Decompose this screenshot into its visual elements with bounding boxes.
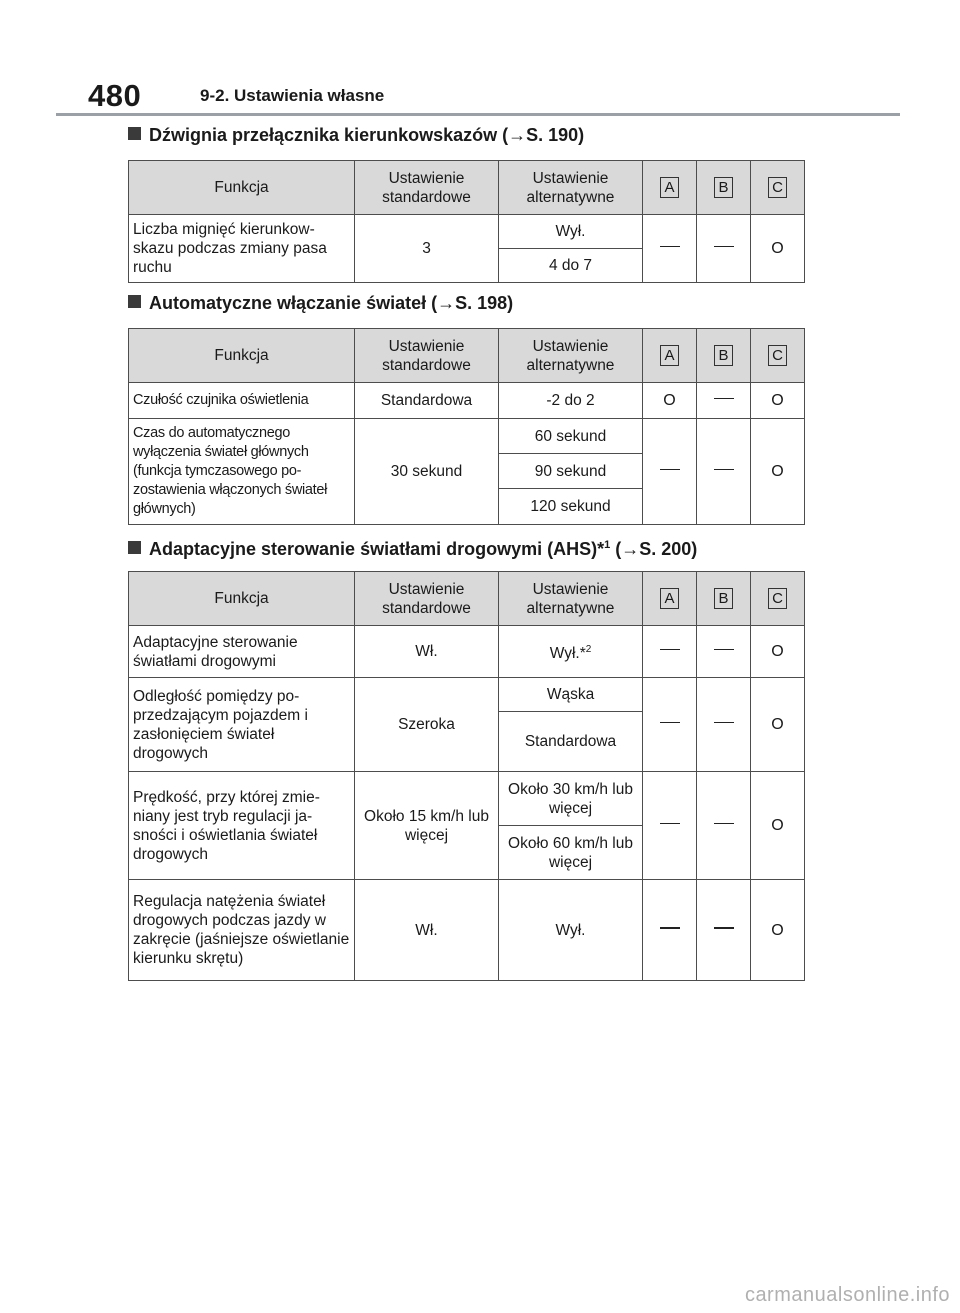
dash-mark — [714, 398, 734, 400]
alternative-cell: 4 do 7 — [499, 249, 643, 283]
table-header-row — [129, 161, 805, 215]
mark-c: O — [751, 772, 805, 880]
table-row — [129, 419, 805, 454]
page-header — [88, 78, 900, 114]
function-cell: Prędkość, przy której zmie-niany jest tryb regulacji ja-sności i oświetlania świateł drogowych — [129, 772, 355, 880]
table-header-row — [129, 329, 805, 383]
mark-b — [697, 678, 751, 772]
col-c — [751, 161, 805, 215]
alternative-cell: Wąska — [499, 678, 643, 712]
footnote-1: 1 — [604, 539, 611, 551]
alternative-cell: Około 30 km/h lub więcej — [499, 772, 643, 826]
header-rule — [56, 113, 900, 116]
mark-b — [697, 383, 751, 419]
mark-c: O — [751, 880, 805, 981]
col-standard: Ustawienie standardowe — [355, 161, 499, 215]
letter-c-box: C — [768, 177, 787, 198]
letter-a-box: A — [660, 588, 679, 609]
mark-a — [643, 678, 697, 772]
square-bullet-icon — [128, 541, 141, 554]
col-c — [751, 572, 805, 626]
mark-b — [697, 772, 751, 880]
mark-a — [643, 626, 697, 678]
letter-c-box: C — [768, 345, 787, 366]
dash-mark — [714, 722, 734, 724]
dash-mark — [660, 823, 680, 825]
alternative-cell: Około 60 km/h lub więcej — [499, 826, 643, 880]
mark-c: O — [751, 383, 805, 419]
table-row — [129, 678, 805, 712]
standard-cell: 3 — [355, 215, 499, 283]
function-cell: Adaptacyjne sterowanie światłami drogowymi — [129, 626, 355, 678]
mark-a — [643, 215, 697, 283]
mark-b — [697, 626, 751, 678]
page-number: 480 — [88, 78, 142, 113]
mark-a — [643, 419, 697, 525]
section-heading-auto-lights: Automatyczne włączanie świateł (→S. 198) — [128, 291, 513, 315]
mark-a: O — [643, 383, 697, 419]
dash-mark — [714, 469, 734, 471]
alternative-cell: -2 do 2 — [499, 383, 643, 419]
letter-b-box: B — [714, 177, 733, 198]
section-heading-ahs: Adaptacyjne sterowanie światłami drogowymi (AHS)*$^1$ (→S. 200) — [128, 533, 697, 561]
footnote-2: 2 — [585, 643, 592, 655]
alternative-cell: Wył. — [499, 880, 643, 981]
dash-mark — [660, 469, 680, 471]
alternative-cell: Wył. — [499, 215, 643, 249]
col-function: Funkcja — [129, 161, 355, 215]
chapter-title: 9-2. Ustawienia własne — [200, 86, 385, 105]
col-alternative: Ustawienie alternatywne — [499, 572, 643, 626]
col-b — [697, 572, 751, 626]
dash-mark — [714, 649, 734, 651]
col-standard: Ustawienie standardowe — [355, 329, 499, 383]
table-row — [129, 626, 805, 678]
ahs-table — [128, 571, 805, 981]
standard-cell: Standardowa — [355, 383, 499, 419]
dash-mark — [714, 927, 734, 929]
function-cell: Czas do automatycznego wyłączenia świateł głównych (funkcja tymczasowego po-zostawienia włączonych świateł głównych) — [129, 419, 355, 525]
col-function: Funkcja — [129, 329, 355, 383]
watermark: carmanualsonline.info — [744, 1284, 950, 1306]
dash-mark — [714, 823, 734, 825]
table-header-row — [129, 572, 805, 626]
col-a — [643, 329, 697, 383]
alternative-cell: 120 sekund — [499, 489, 643, 525]
standard-cell: Około 15 km/h lub więcej — [355, 772, 499, 880]
dash-mark — [660, 649, 680, 651]
alternative-cell: 60 sekund — [499, 419, 643, 454]
standard-cell: 30 sekund — [355, 419, 499, 525]
alternative-cell: Standardowa — [499, 712, 643, 772]
function-cell: Regulacja natężenia świateł drogowych podczas jazdy w zakręcie (jaśniejsze oświetlanie kierunku skrętu) — [129, 880, 355, 981]
letter-a-box: A — [660, 177, 679, 198]
table-row — [129, 772, 805, 826]
mark-a — [643, 880, 697, 981]
mark-c: O — [751, 626, 805, 678]
auto-lights-table — [128, 328, 805, 525]
dash-mark — [660, 722, 680, 724]
letter-b-box: B — [714, 345, 733, 366]
dash-mark — [660, 246, 680, 248]
col-a — [643, 572, 697, 626]
standard-cell: Szeroka — [355, 678, 499, 772]
alternative-cell: 90 sekund — [499, 454, 643, 489]
standard-cell: Wł. — [355, 626, 499, 678]
col-a — [643, 161, 697, 215]
mark-b — [697, 880, 751, 981]
function-cell: Liczba mignięć kierunkow-skazu podczas zmiany pasa ruchu — [129, 215, 355, 283]
mark-c: O — [751, 215, 805, 283]
mark-b — [697, 419, 751, 525]
letter-c-box: C — [768, 588, 787, 609]
col-function: Funkcja — [129, 572, 355, 626]
col-b — [697, 329, 751, 383]
square-bullet-icon — [128, 295, 141, 308]
alternative-cell: Wył.*$^2$ — [499, 626, 643, 678]
table-row — [129, 215, 805, 249]
letter-a-box: A — [660, 345, 679, 366]
letter-b-box: B — [714, 588, 733, 609]
table-row — [129, 383, 805, 419]
standard-cell: Wł. — [355, 880, 499, 981]
function-cell: Czułość czujnika oświetlenia — [129, 383, 355, 419]
table-row — [129, 880, 805, 981]
mark-a — [643, 772, 697, 880]
col-b — [697, 161, 751, 215]
turn-signal-table — [128, 160, 805, 283]
col-standard: Ustawienie standardowe — [355, 572, 499, 626]
dash-mark — [660, 927, 680, 929]
mark-c: O — [751, 678, 805, 772]
dash-mark — [714, 246, 734, 248]
mark-b — [697, 215, 751, 283]
mark-c: O — [751, 419, 805, 525]
col-alternative: Ustawienie alternatywne — [499, 329, 643, 383]
section-heading-turn-signal: Dźwignia przełącznika kierunkowskazów (→S. 190) — [128, 123, 584, 147]
col-c — [751, 329, 805, 383]
col-alternative: Ustawienie alternatywne — [499, 161, 643, 215]
function-cell: Odległość pomiędzy po-przedzającym pojazdem i zasłonięciem świateł drogowych — [129, 678, 355, 772]
square-bullet-icon — [128, 127, 141, 140]
